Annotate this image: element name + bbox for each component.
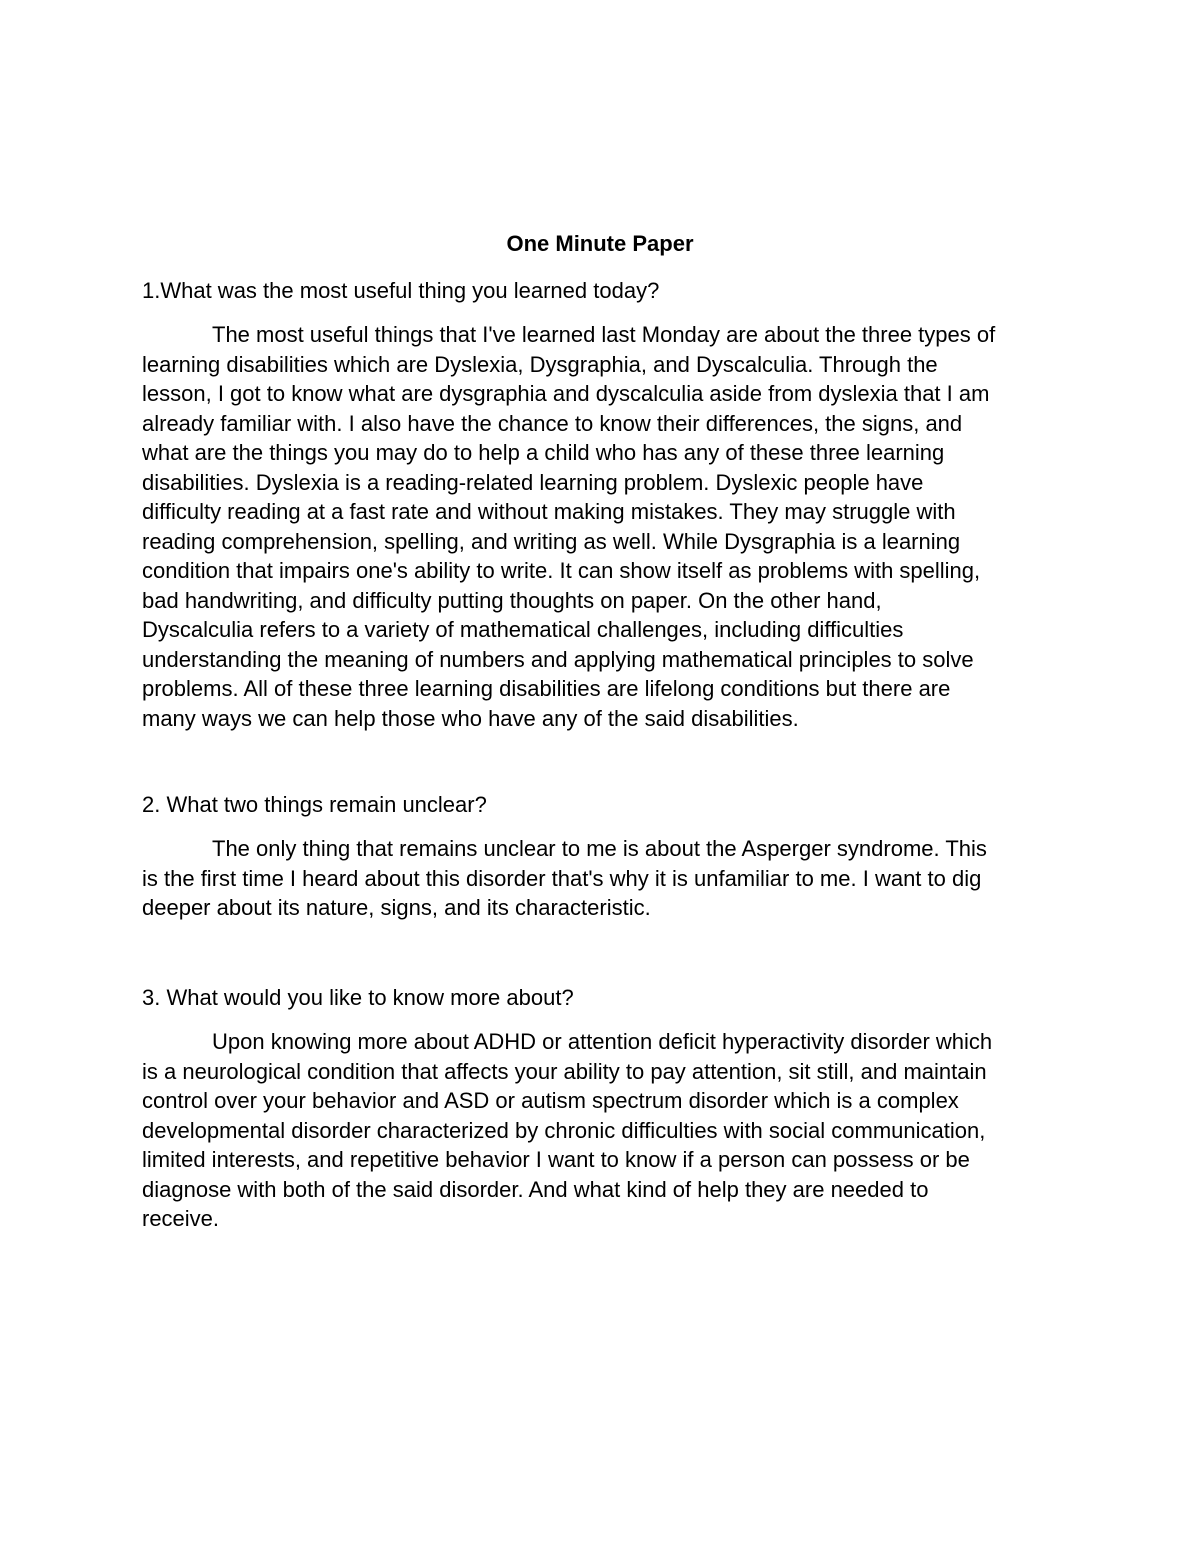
answer-line: The most useful things that I've learned last Monday are about the three types of — [212, 322, 996, 347]
answer-line: condition that impairs one's ability to write. It can show itself as problems with spelling, — [142, 558, 981, 583]
answer-line: The only thing that remains unclear to me is about the Asperger syndrome. This — [212, 836, 987, 861]
answer-line: bad handwriting, and difficulty putting thoughts on paper. On the other hand, — [142, 587, 882, 613]
question-3: 3. What would you like to know more about? — [142, 985, 574, 1010]
answer-line: is a neurological condition that affects your ability to pay attention, sit still, and maintain — [142, 1058, 987, 1084]
answer-line: already familiar with. I also have the chance to know their differences, the signs, and — [142, 410, 963, 436]
answer-line: reading comprehension, spelling, and writing as well. While Dysgraphia is a learning — [142, 528, 961, 554]
answer-line: diagnose with both of the said disorder. And what kind of help they are needed to — [142, 1176, 929, 1202]
answer-line: problems. All of these three learning disabilities are lifelong conditions but there are — [142, 676, 951, 701]
answer-line: control over your behavior and ASD or autism spectrum disorder which is a complex — [142, 1088, 959, 1113]
answer-line: is the first time I heard about this disorder that's why it is unfamiliar to me. I want to dig — [142, 865, 982, 891]
answer-2 — [142, 834, 1062, 923]
answer-line: deeper about its nature, signs, and its characteristic. — [142, 895, 651, 920]
answer-1 — [142, 320, 1062, 733]
answer-line: understanding the meaning of numbers and applying mathematical principles to solve — [142, 646, 974, 672]
answer-line: developmental disorder characterized by chronic difficulties with social communication, — [142, 1117, 986, 1143]
question-1: 1.What was the most useful thing you learned today? — [142, 278, 660, 303]
answer-line: what are the things you may do to help a child who has any of these three learning — [142, 440, 945, 465]
answer-line: Dyscalculia refers to a variety of mathematical challenges, including difficulties — [142, 617, 904, 642]
answer-line: difficulty reading at a fast rate and without making mistakes. They may struggle with — [142, 499, 956, 524]
answer-line: learning disabilities which are Dyslexia, Dysgraphia, and Dyscalculia. Through the — [142, 351, 938, 377]
answer-line: limited interests, and repetitive behavior I want to know if a person can possess or be — [142, 1147, 970, 1172]
question-2: 2. What two things remain unclear? — [142, 792, 487, 817]
answer-line: Upon knowing more about ADHD or attention deficit hyperactivity disorder which — [212, 1029, 993, 1054]
page-title: One Minute Paper — [506, 231, 694, 256]
answer-3 — [142, 1027, 1062, 1234]
answer-line: disabilities. Dyslexia is a reading-related learning problem. Dyslexic people have — [142, 469, 924, 495]
answer-line: receive. — [142, 1206, 220, 1231]
answer-line: many ways we can help those who have any of the said disabilities. — [142, 705, 799, 731]
answer-line: lesson, I got to know what are dysgraphia and dyscalculia aside from dyslexia that I am — [142, 381, 990, 406]
